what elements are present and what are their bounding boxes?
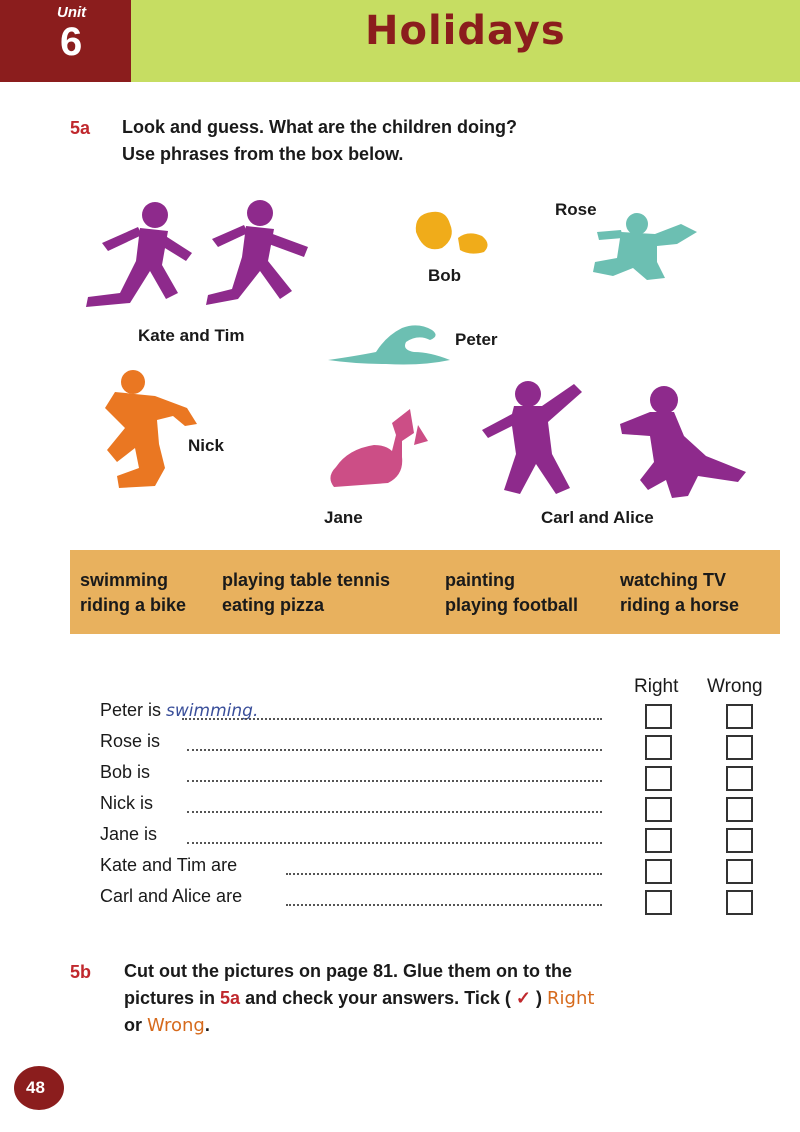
sentence-subject: Peter is: [100, 700, 162, 720]
column-header-wrong: Wrong: [707, 676, 763, 697]
sentence-subject: Bob is: [100, 762, 151, 782]
wrong-checkbox[interactable]: [726, 797, 753, 822]
tick-icon: ✓: [515, 988, 531, 1008]
label-jane: Jane: [324, 508, 363, 527]
phrase-painting: painting: [445, 570, 515, 590]
right-checkbox[interactable]: [645, 797, 672, 822]
rose-silhouette: [585, 210, 705, 285]
exercise-5b-line1: Cut out the pictures on page 81. Glue them on to the: [124, 961, 573, 981]
wrong-checkbox[interactable]: [726, 704, 753, 729]
label-bob: Bob: [428, 266, 462, 285]
wrong-checkbox[interactable]: [726, 735, 753, 760]
page-title: Holidays: [365, 8, 566, 54]
kate-tim-silhouette: [80, 195, 330, 320]
right-checkbox[interactable]: [645, 890, 672, 915]
answer-line: [182, 718, 602, 720]
phrase-playing-football: playing football: [445, 595, 578, 615]
nick-silhouette: [95, 368, 205, 493]
exercise-5a-instruction: [122, 114, 517, 168]
answer-line[interactable]: [286, 873, 602, 875]
text-fragment: ): [536, 988, 542, 1008]
label-peter: Peter: [455, 330, 498, 349]
sentence-subject: Carl and Alice are: [100, 886, 243, 906]
answer-line[interactable]: [286, 904, 602, 906]
right-checkbox[interactable]: [645, 704, 672, 729]
right-checkbox[interactable]: [645, 766, 672, 791]
exercise-5a-line1: Look and guess. What are the children doing?: [122, 117, 518, 137]
right-checkbox[interactable]: [645, 859, 672, 884]
text-fragment: and check your answers. Tick (: [245, 988, 511, 1008]
page-number: 48: [26, 1078, 45, 1097]
sentence-subject: Jane is: [100, 824, 158, 844]
unit-box: [0, 0, 131, 82]
bob-silhouette: [412, 208, 494, 263]
label-kate-tim: Kate and Tim: [138, 326, 245, 345]
wrong-checkbox[interactable]: [726, 828, 753, 853]
phrase-playing-table-tennis: playing table tennis: [222, 570, 391, 590]
column-header-right: Right: [634, 676, 679, 697]
exercise-5b-number: 5b: [70, 962, 92, 982]
answer-line[interactable]: [187, 749, 602, 751]
exercise-5b-line2: [124, 985, 594, 1012]
sentence-subject: Nick is: [100, 793, 153, 813]
answer-line[interactable]: [187, 780, 602, 782]
sentence-row: [100, 855, 237, 876]
sentence-answer: swimming.: [166, 701, 259, 721]
exercise-5a-number: 5a: [70, 118, 91, 138]
peter-silhouette: [326, 318, 456, 368]
wrong-checkbox[interactable]: [726, 859, 753, 884]
exercise-5a-line2: Use phrases from the box below.: [122, 144, 404, 164]
text-fragment: .: [204, 1015, 210, 1035]
carl-alice-silhouette: [478, 376, 753, 501]
wrong-checkbox[interactable]: [726, 766, 753, 791]
wrong-word: Wrong: [147, 1015, 205, 1036]
exercise-5b-line3: [124, 1012, 594, 1039]
phrase-box: [70, 550, 780, 634]
sentence-row: [100, 824, 157, 845]
answer-line[interactable]: [187, 842, 602, 844]
wrong-checkbox[interactable]: [726, 890, 753, 915]
right-checkbox[interactable]: [645, 735, 672, 760]
sentence-row: [100, 793, 153, 814]
unit-label: Unit: [57, 4, 87, 21]
phrase-eating-pizza: eating pizza: [222, 595, 325, 615]
sentence-row: [100, 886, 242, 907]
label-nick: Nick: [188, 436, 224, 455]
phrase-watching-tv: watching TV: [620, 570, 727, 590]
right-checkbox[interactable]: [645, 828, 672, 853]
phrase-riding-a-bike: riding a bike: [80, 595, 187, 615]
text-fragment: pictures in: [124, 988, 216, 1008]
right-word: Right: [547, 988, 595, 1009]
unit-number: 6: [60, 20, 83, 64]
jane-silhouette: [322, 405, 432, 497]
phrase-swimming: swimming: [80, 570, 169, 590]
label-carl-alice: Carl and Alice: [541, 508, 654, 527]
label-rose: Rose: [555, 200, 597, 219]
text-fragment: or: [124, 1015, 142, 1035]
exercise-reference: 5a: [220, 988, 241, 1008]
phrase-riding-a-horse: riding a horse: [620, 595, 740, 615]
sentence-row: [100, 762, 150, 783]
exercise-5b-instruction: [124, 958, 594, 1039]
sentence-row: [100, 731, 160, 752]
sentence-subject: Kate and Tim are: [100, 855, 238, 875]
sentence-subject: Rose is: [100, 731, 161, 751]
answer-line[interactable]: [187, 811, 602, 813]
